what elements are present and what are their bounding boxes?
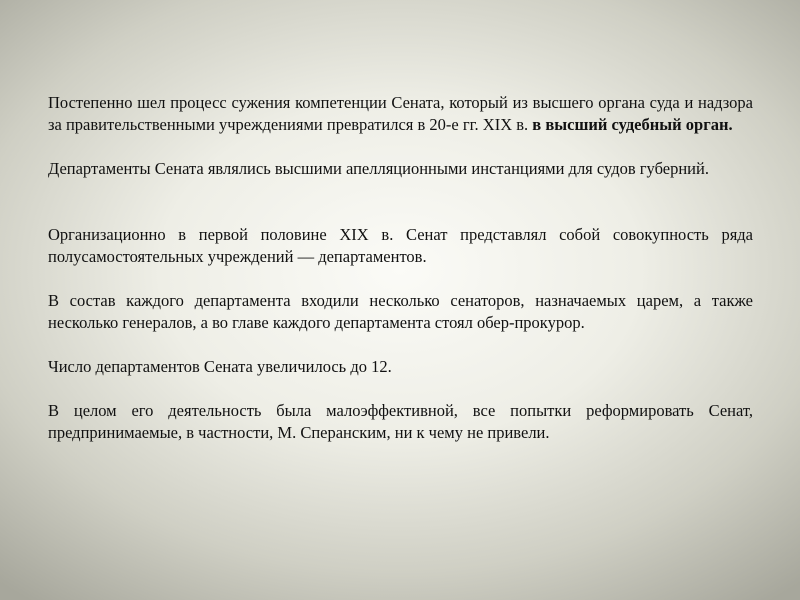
slide-text-body bbox=[48, 92, 753, 444]
paragraph-text: Постепенно шел процесс сужения компетенции Сената, который из высшего органа суда и надзора за правительственными учреждениями превратился в 20-е гг. XIX в. bbox=[48, 93, 753, 134]
paragraph-departments-appeal: Департаменты Сената являлись высшими апелляционными инстанциями для судов губерний. bbox=[48, 159, 709, 178]
paragraph-organization: Организационно в первой половине XIX в. Сенат представлял собой совокупность ряда полусамостоятельных учреждений — департаментов. bbox=[48, 225, 753, 266]
paragraph-spacer bbox=[48, 136, 753, 158]
paragraph-conclusion: В целом его деятельность была малоэффективной, все попытки реформировать Сенат, предпринимаемые, в частности, М. Сперанским, ни к чему не привели. bbox=[48, 401, 753, 442]
paragraph-department-count: Число департаментов Сената увеличилось до 12. bbox=[48, 357, 392, 376]
paragraph-spacer bbox=[48, 334, 753, 356]
paragraph-bold-phrase: в высший судебный орган. bbox=[532, 115, 733, 134]
paragraph-senate-competence bbox=[48, 92, 753, 136]
paragraph-spacer bbox=[48, 268, 753, 290]
paragraph-department-composition: В состав каждого департамента входили несколько сенаторов, назначаемых царем, а также несколько генералов, а во главе каждого департамента стоял обер-прокурор. bbox=[48, 291, 753, 332]
paragraph-spacer bbox=[48, 378, 753, 400]
paragraph-spacer bbox=[48, 180, 753, 224]
